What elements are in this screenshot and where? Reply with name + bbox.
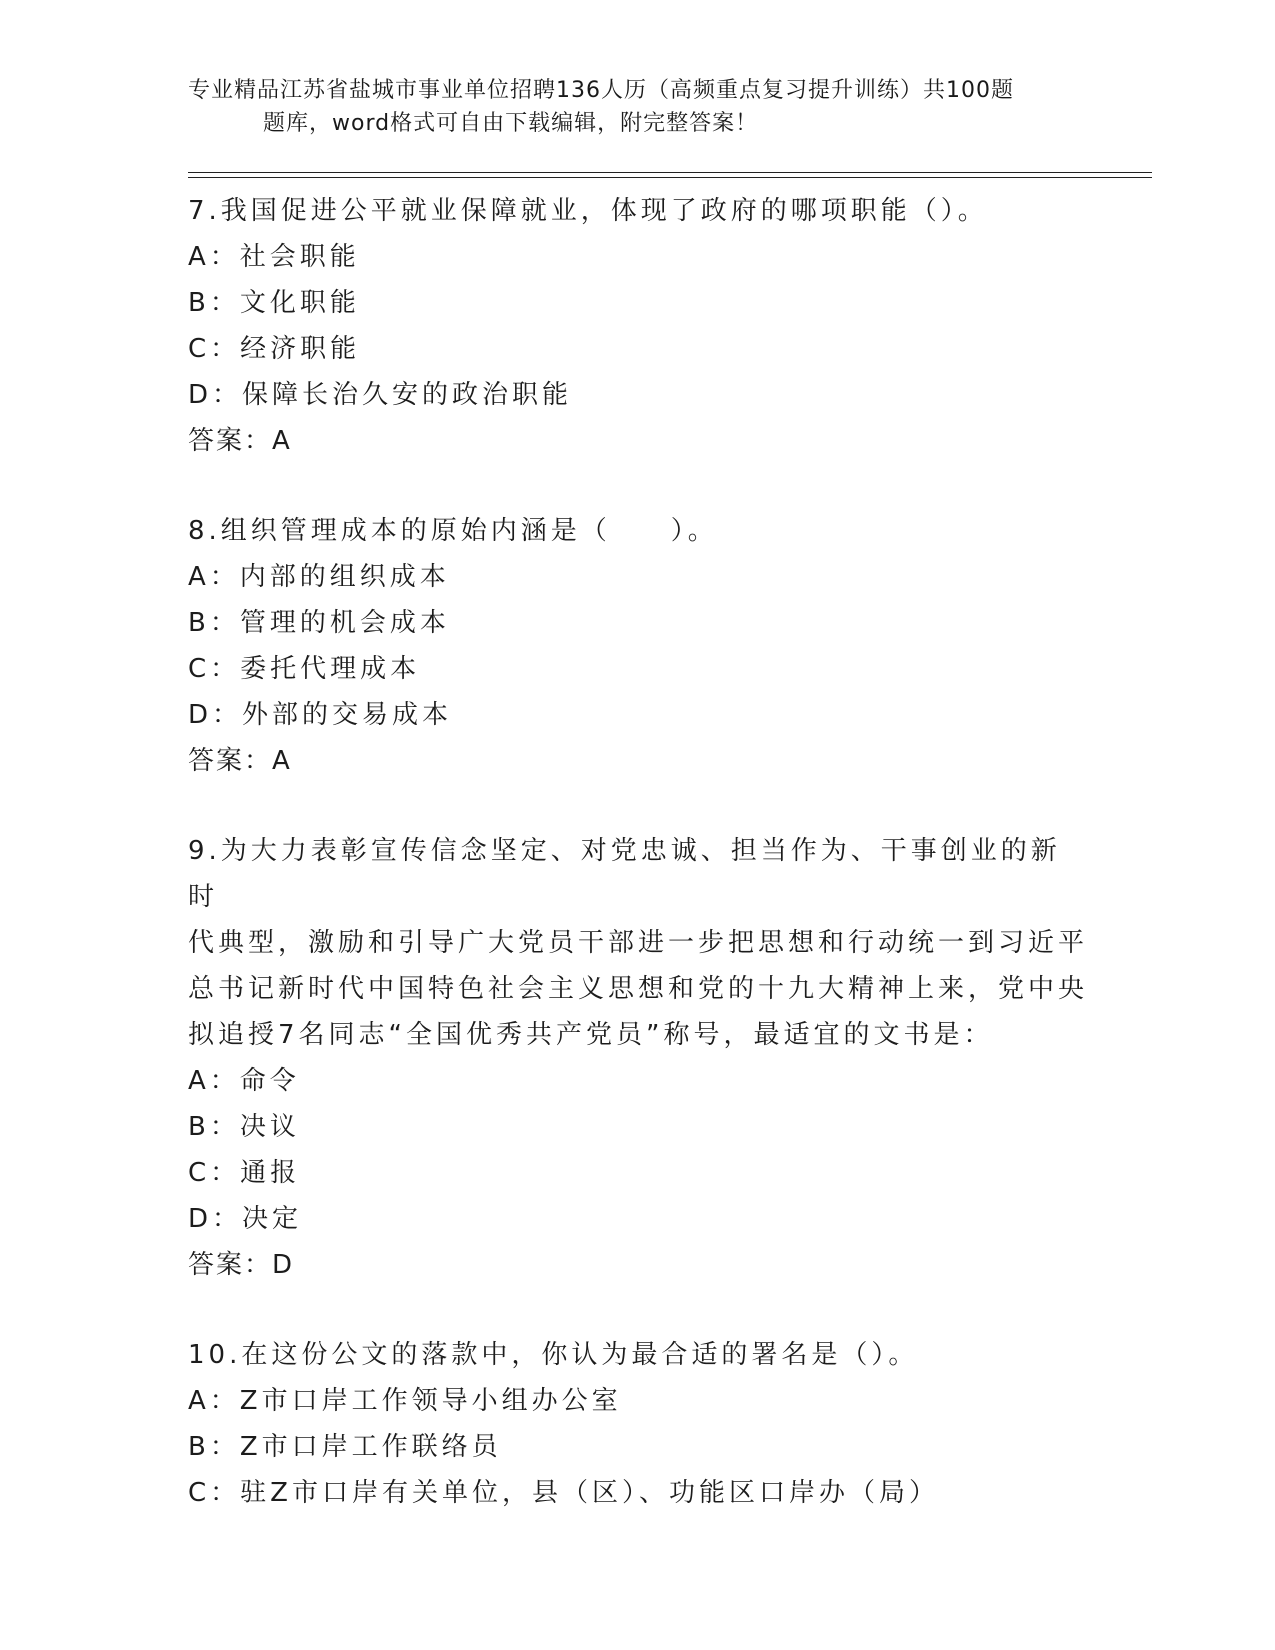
header-divider-top xyxy=(188,172,1152,173)
question-8 xyxy=(188,508,1088,784)
option-c: C：通报 xyxy=(188,1158,301,1188)
answer: 答案：A xyxy=(188,426,292,456)
option-d: D：保障长治久安的政治职能 xyxy=(188,380,573,410)
question-stem-line-3: 总书记新时代中国特色社会主义思想和党的十九大精神上来，党中央 xyxy=(188,974,1089,1004)
option-a: A：命令 xyxy=(188,1066,300,1096)
header-title-line2: 题库，word格式可自由下载编辑，附完整答案！ xyxy=(263,111,759,136)
question-stem: 8.组织管理成本的原始内涵是（ ）。 xyxy=(188,516,718,546)
option-b: B：文化职能 xyxy=(188,288,360,318)
question-7 xyxy=(188,188,1088,464)
option-a: A：内部的组织成本 xyxy=(188,562,450,592)
header-divider-bottom xyxy=(188,177,1152,178)
question-10 xyxy=(188,1332,1088,1516)
document-header xyxy=(188,74,1088,140)
option-b: B：管理的机会成本 xyxy=(188,608,450,638)
option-c: C：经济职能 xyxy=(188,334,361,364)
option-c: C：驻Z市口岸有关单位，县（区）、功能区口岸办（局） xyxy=(188,1478,939,1508)
question-stem-line-2: 代典型，激励和引导广大党员干部进一步把思想和行动统一到习近平 xyxy=(188,928,1089,958)
option-a: A：社会职能 xyxy=(188,242,360,272)
question-stem-line-4: 拟追授7名同志“全国优秀共产党员”称号，最适宜的文书是： xyxy=(188,1020,994,1050)
option-d: D：外部的交易成本 xyxy=(188,700,453,730)
option-b: B：Z市口岸工作联络员 xyxy=(188,1432,502,1462)
option-d: D：决定 xyxy=(188,1204,303,1234)
answer: 答案：A xyxy=(188,746,292,776)
answer: 答案：D xyxy=(188,1250,295,1280)
question-stem: 7.我国促进公平就业保障就业，体现了政府的哪项职能（）。 xyxy=(188,196,988,226)
question-list xyxy=(188,188,1088,1516)
question-stem: 10.在这份公文的落款中，你认为最合适的署名是（）。 xyxy=(188,1340,919,1370)
option-c: C：委托代理成本 xyxy=(188,654,421,684)
question-stem-line-1: 9.为大力表彰宣传信念坚定、对党忠诚、担当作为、干事创业的新时 xyxy=(188,836,1061,912)
question-9 xyxy=(188,828,1088,1288)
option-b: B：决议 xyxy=(188,1112,300,1142)
option-a: A：Z市口岸工作领导小组办公室 xyxy=(188,1386,622,1416)
header-title-line1: 专业精品江苏省盐城市事业单位招聘136人历（高频重点复习提升训练）共100题 xyxy=(188,78,1014,103)
